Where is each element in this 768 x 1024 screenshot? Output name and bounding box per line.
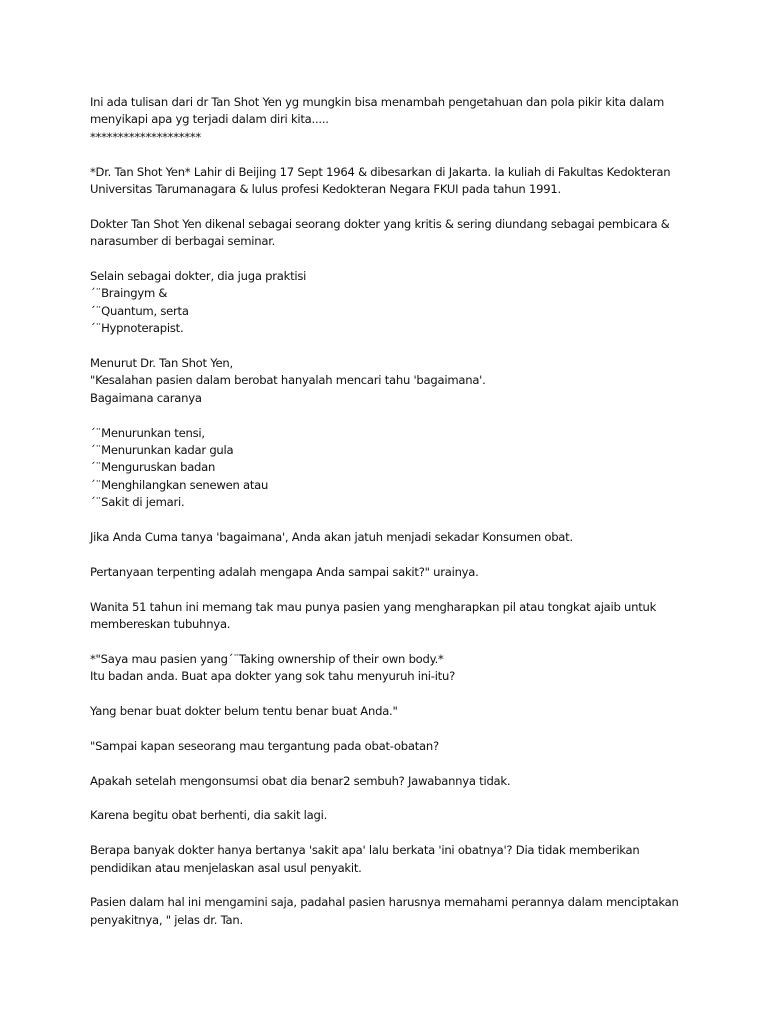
text-line: narasumber di berbagai seminar. <box>90 234 276 249</box>
paragraph <box>90 94 690 146</box>
text-line: ´¨Menurunkan tensi, <box>90 425 205 440</box>
text-line: ******************** <box>90 129 201 144</box>
text-line: Berapa banyak dokter hanya bertanya 'sakit apa' lalu berkata 'ini obatnya'? Dia tidak memberikan <box>90 843 640 858</box>
paragraph <box>90 842 690 877</box>
paragraph <box>90 738 690 755</box>
text-line: "Kesalahan pasien dalam berobat hanyalah mencari tahu 'bagaimana'. <box>90 373 486 388</box>
paragraph <box>90 599 690 634</box>
paragraph <box>90 216 690 251</box>
text-line: Karena begitu obat berhenti, dia sakit lagi. <box>90 808 328 823</box>
text-line: ´¨Menghilangkan senewen atau <box>90 477 269 492</box>
paragraph <box>90 564 690 581</box>
text-line: Pasien dalam hal ini mengamini saja, padahal pasien harusnya memahami perannya dalam menciptakan <box>90 895 679 910</box>
text-line: Universitas Tarumanagara & lulus profesi Kedokteran Negara FKUI pada tahun 1991. <box>90 182 561 197</box>
text-line: "Sampai kapan seseorang mau tergantung pada obat-obatan? <box>90 738 439 753</box>
text-line: Ini ada tulisan dari dr Tan Shot Yen yg mungkin bisa menambah pengetahuan dan pola pikir kita dalam <box>90 95 665 109</box>
text-line: ´¨Menurunkan kadar gula <box>90 443 234 458</box>
paragraph <box>90 164 690 199</box>
paragraph <box>90 773 690 790</box>
text-line: *Dr. Tan Shot Yen* Lahir di Beijing 17 Sept 1964 & dibesarkan di Jakarta. Ia kuliah di Fakultas Kedokteran <box>90 164 671 179</box>
text-line: Dokter Tan Shot Yen dikenal sebagai seorang dokter yang kritis & sering diundang sebagai pembicara & <box>90 216 670 231</box>
text-line: ´¨Quantum, serta <box>90 303 189 318</box>
paragraph <box>90 703 690 720</box>
text-line: penyakitnya, " jelas dr. Tan. <box>90 912 243 927</box>
text-line: Selain sebagai dokter, dia juga praktisi <box>90 269 307 284</box>
paragraph <box>90 425 690 512</box>
text-line: Jika Anda Cuma tanya 'bagaimana', Anda akan jatuh menjadi sekadar Konsumen obat. <box>90 530 573 545</box>
paragraph <box>90 529 690 546</box>
paragraph <box>90 268 690 338</box>
document-body <box>90 94 690 947</box>
text-line: Wanita 51 tahun ini memang tak mau punya pasien yang mengharapkan pil atau tongkat ajaib untuk <box>90 599 657 614</box>
text-line: Apakah setelah mengonsumsi obat dia benar2 sembuh? Jawabannya tidak. <box>90 773 511 788</box>
text-line: ´¨Sakit di jemari. <box>90 495 185 510</box>
text-line: ´¨Braingym & <box>90 286 168 301</box>
paragraph <box>90 894 690 929</box>
text-line: ´¨Menguruskan badan <box>90 460 216 475</box>
text-line: Bagaimana caranya <box>90 390 202 405</box>
text-line: Yang benar buat dokter belum tentu benar buat Anda." <box>90 704 398 719</box>
text-line: menyikapi apa yg terjadi dalam diri kita..... <box>90 112 329 127</box>
text-line: Itu badan anda. Buat apa dokter yang sok tahu menyuruh ini-itu? <box>90 669 455 684</box>
paragraph <box>90 651 690 686</box>
paragraph <box>90 355 690 407</box>
text-line: *"Saya mau pasien yang´¨Taking ownership of their own body.* <box>90 651 444 666</box>
text-line: Pertanyaan terpenting adalah mengapa Anda sampai sakit?" urainya. <box>90 564 479 579</box>
text-line: pendidikan atau menjelaskan asal usul penyakit. <box>90 860 362 875</box>
paragraph <box>90 807 690 824</box>
text-line: membereskan tubuhnya. <box>90 617 231 632</box>
text-line: ´¨Hypnoterapist. <box>90 321 184 336</box>
text-line: Menurut Dr. Tan Shot Yen, <box>90 356 233 371</box>
